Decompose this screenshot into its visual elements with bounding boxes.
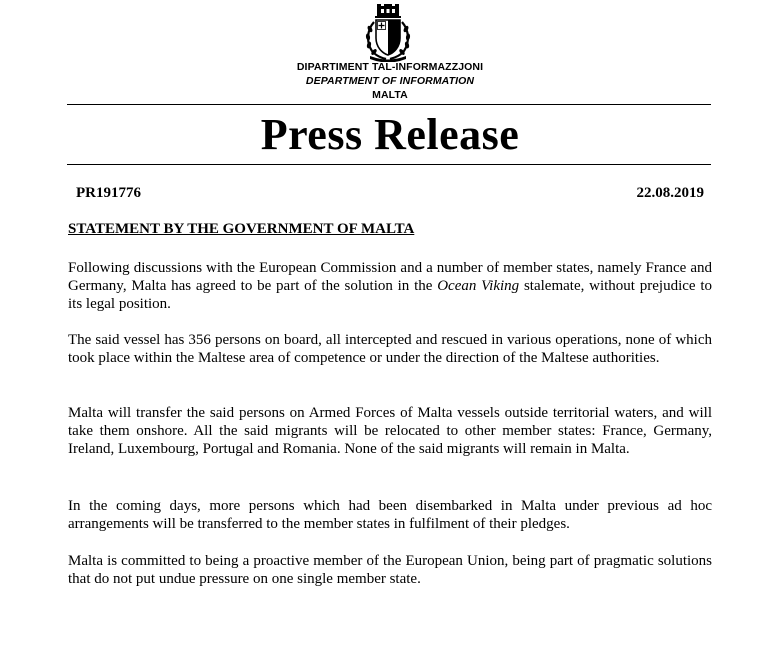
header-rule-top xyxy=(67,104,711,105)
paragraph-1-text-start: Following discussions with the European Commission and a number of member states, namely France and Germany, Malta has agreed to be part of the solution in the xyxy=(68,260,712,294)
coat-of-arms-icon xyxy=(364,4,412,62)
department-name-english: DEPARTMENT OF INFORMATION xyxy=(305,75,475,87)
document-title: Press Release xyxy=(260,110,520,159)
department-name-maltese: DIPARTIMENT TAL-INFORMAZZJONI xyxy=(296,61,484,73)
department-country: MALTA xyxy=(372,89,408,101)
paragraph-2: The said vessel has 356 persons on board, all intercepted and rescued in various operations, none of which took place within the Maltese area of competence or under the direction of the Maltese authorities. xyxy=(68,332,712,366)
press-release-date: 22.08.2019 xyxy=(636,185,704,201)
statement-heading: STATEMENT BY THE GOVERNMENT OF MALTA xyxy=(68,221,415,237)
paragraph-1 xyxy=(68,259,712,313)
paragraph-3: Malta will transfer the said persons on Armed Forces of Malta vessels outside territorial waters, and will take them onshore. All the said migrants will be relocated to other member states: France, Germany, Ireland, Luxembourg, Portugal and Romania. None of the said migrants will remain in Malta. xyxy=(68,405,712,457)
press-release-reference: PR191776 xyxy=(76,185,141,201)
paragraph-1-text-end: stalemate, without prejudice to its legal position. xyxy=(68,278,712,312)
paragraph-4: In the coming days, more persons which had been disembarked in Malta under previous ad hoc arrangements will be transferred to the member states in fulfilment of their pledges. xyxy=(68,498,712,532)
vessel-name: Ocean Viking xyxy=(437,278,520,294)
header-rule-bottom xyxy=(67,164,711,165)
paragraph-5: Malta is committed to being a proactive member of the European Union, being part of pragmatic solutions that do not put undue pressure on one single member state. xyxy=(68,553,712,587)
